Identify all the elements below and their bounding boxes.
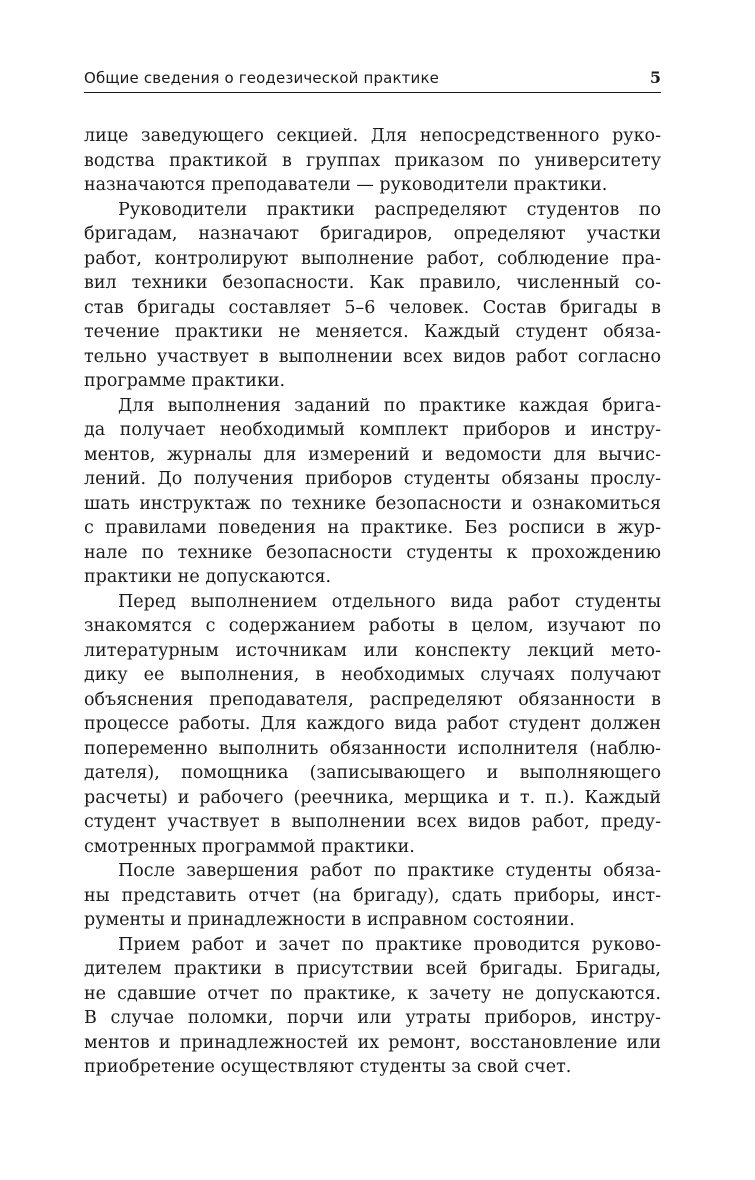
text-line: После завершения работ по практике студенты обяза-	[118, 861, 661, 881]
body-text	[84, 124, 661, 1080]
running-header	[84, 66, 661, 93]
text-line: процессе работы. Для каждого вида работ студент должен	[84, 714, 661, 734]
text-line: дику ее выполнения, в необходимых случаях получают	[84, 665, 661, 685]
text-line: Для выполнения заданий по практике каждая брига-	[118, 395, 661, 416]
text-line: смотренных программой практики.	[84, 836, 415, 857]
text-line: вил техники безопасности. Как правило, численный со-	[84, 273, 661, 293]
text-line: ментов и принадлежностей их ремонт, восстановление или	[84, 1032, 661, 1053]
text-line: студент участвует в выполнении всех видов работ, преду-	[84, 812, 661, 832]
text-line: водства практикой в группах приказом по университету	[84, 150, 661, 171]
text-line: лений. До получения приборов студенты обязаны прослу-	[84, 469, 661, 489]
text-line: Прием работ и зачет по практике проводится руково-	[118, 934, 661, 955]
text-line: объяснения преподавателя, распределяют обязанности в	[84, 689, 661, 710]
text-line: тельно участвует в выполнении всех видов работ согласно	[84, 346, 661, 367]
text-line: расчеты) и рабочего (реечника, мерщика и т. п.). Каждый	[84, 787, 661, 808]
text-line: Перед выполнением отдельного вида работ студенты	[118, 591, 661, 612]
text-line: литературным источникам или конспекту лекций мето-	[84, 640, 661, 661]
text-line: приобретение осуществляют студенты за свой счет.	[84, 1057, 572, 1077]
running-title: Общие сведения о геодезической практике	[84, 69, 440, 87]
text-line: В случае поломки, порчи или утраты приборов, инстру-	[84, 1008, 661, 1028]
text-line: работ, контролируют выполнение работ, соблюдение пра-	[84, 248, 661, 269]
text-line: назначаются преподаватели — руководители практики.	[84, 175, 608, 195]
text-line: нале по технике безопасности студенты к прохождению	[84, 542, 661, 563]
text-line: практики не допускаются.	[84, 567, 332, 587]
text-line: лице заведующего секцией. Для непосредственного руко-	[84, 126, 661, 146]
text-line: да получает необходимый комплект приборов и инстру-	[84, 420, 661, 440]
text-line: став бригады составляет 5–6 человек. Состав бригады в	[84, 297, 661, 318]
text-line: программе практики.	[84, 371, 286, 391]
text-line: течение практики не меняется. Каждый студент обяза-	[84, 322, 661, 342]
text-line: рументы и принадлежности в исправном состоянии.	[84, 910, 575, 930]
text-line: шать инструктаж по технике безопасности и ознакомиться	[84, 493, 661, 514]
text-line: Руководители практики распределяют студентов по	[118, 199, 661, 220]
text-line: с правилами поведения на практике. Без росписи в жур-	[84, 518, 661, 538]
text-line: не сдавшие отчет по практике, к зачету не допускаются.	[84, 983, 661, 1004]
text-line: дателя), помощника (записывающего и выполняющего	[84, 763, 661, 783]
text-line: знакомятся с содержанием работы в целом, изучают по	[84, 616, 661, 636]
text-line: попеременно выполнить обязанности исполнителя (наблю-	[84, 738, 661, 759]
text-line: ны представить отчет (на бригаду), сдать приборы, инст-	[84, 885, 661, 906]
text-line: бригадам, назначают бригадиров, определяют участки	[84, 224, 661, 244]
text-line: ментов, журналы для измерений и ведомости для вычис-	[84, 444, 661, 465]
text-line: дителем практики в присутствии всей бригады. Бригады,	[84, 959, 661, 979]
page-number: 5	[649, 68, 661, 87]
